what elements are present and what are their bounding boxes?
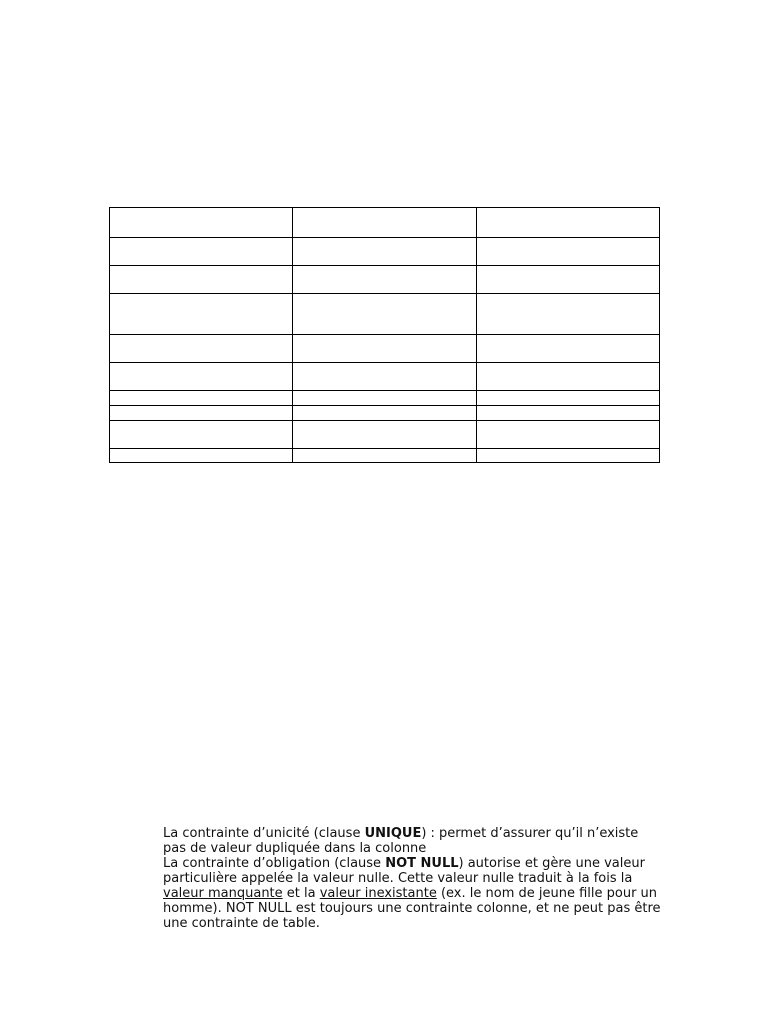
table-cell <box>293 391 476 406</box>
body-text <box>163 826 663 931</box>
underlined-term-missing: valeur manquante <box>163 886 283 901</box>
table-cell <box>293 294 476 335</box>
table-row <box>110 238 660 266</box>
table-row <box>110 363 660 391</box>
table-cell <box>476 294 659 335</box>
keyword-not-null: NOT NULL <box>385 856 459 871</box>
text-run: ) : permet d’assurer qu’il n’existe pas de valeur dupliquée dans la colonne <box>163 826 639 856</box>
table-cell <box>476 391 659 406</box>
paragraph-not-null <box>163 856 663 931</box>
table-cell <box>110 238 293 266</box>
table-cell <box>110 208 293 238</box>
table-row <box>110 335 660 363</box>
table-cell <box>476 449 659 463</box>
table-cell <box>110 363 293 391</box>
table-cell <box>293 208 476 238</box>
table-cell <box>293 363 476 391</box>
table-row <box>110 266 660 294</box>
underlined-term-nonexistent: valeur inexistante <box>319 886 437 901</box>
keyword-unique: UNIQUE <box>364 826 422 841</box>
table-cell <box>110 449 293 463</box>
table-cell <box>110 421 293 449</box>
table-cell <box>476 208 659 238</box>
text-run: ) autorise et gère une valeur particulière appelée la valeur nulle. Cette valeur nulle traduit à la fois la <box>163 856 645 886</box>
text-run: La contrainte d’unicité (clause <box>163 826 365 841</box>
table-cell <box>110 266 293 294</box>
paragraph-unique <box>163 826 663 856</box>
table-cell <box>110 391 293 406</box>
table-row <box>110 406 660 421</box>
text-run: (ex. le nom de jeune fille pour un homme). NOT NULL est toujours une contrainte colonne, et ne peut pas être une contrainte de table. <box>163 886 661 931</box>
table-row <box>110 208 660 238</box>
table-cell <box>293 266 476 294</box>
table-cell <box>110 406 293 421</box>
table-cell <box>110 335 293 363</box>
table-cell <box>476 406 659 421</box>
text-run: et la <box>282 886 320 901</box>
table-cell <box>293 335 476 363</box>
table-cell <box>476 266 659 294</box>
table-cell <box>476 363 659 391</box>
empty-table <box>109 207 660 463</box>
table-cell <box>293 406 476 421</box>
table-cell <box>293 238 476 266</box>
table-cell <box>110 294 293 335</box>
table-cell <box>293 449 476 463</box>
table-cell <box>476 335 659 363</box>
table-cell <box>293 421 476 449</box>
table-row <box>110 391 660 406</box>
table-row <box>110 294 660 335</box>
text-run: La contrainte d’obligation (clause <box>163 856 386 871</box>
table-cell <box>476 421 659 449</box>
table-row <box>110 449 660 463</box>
table-row <box>110 421 660 449</box>
table-cell <box>476 238 659 266</box>
